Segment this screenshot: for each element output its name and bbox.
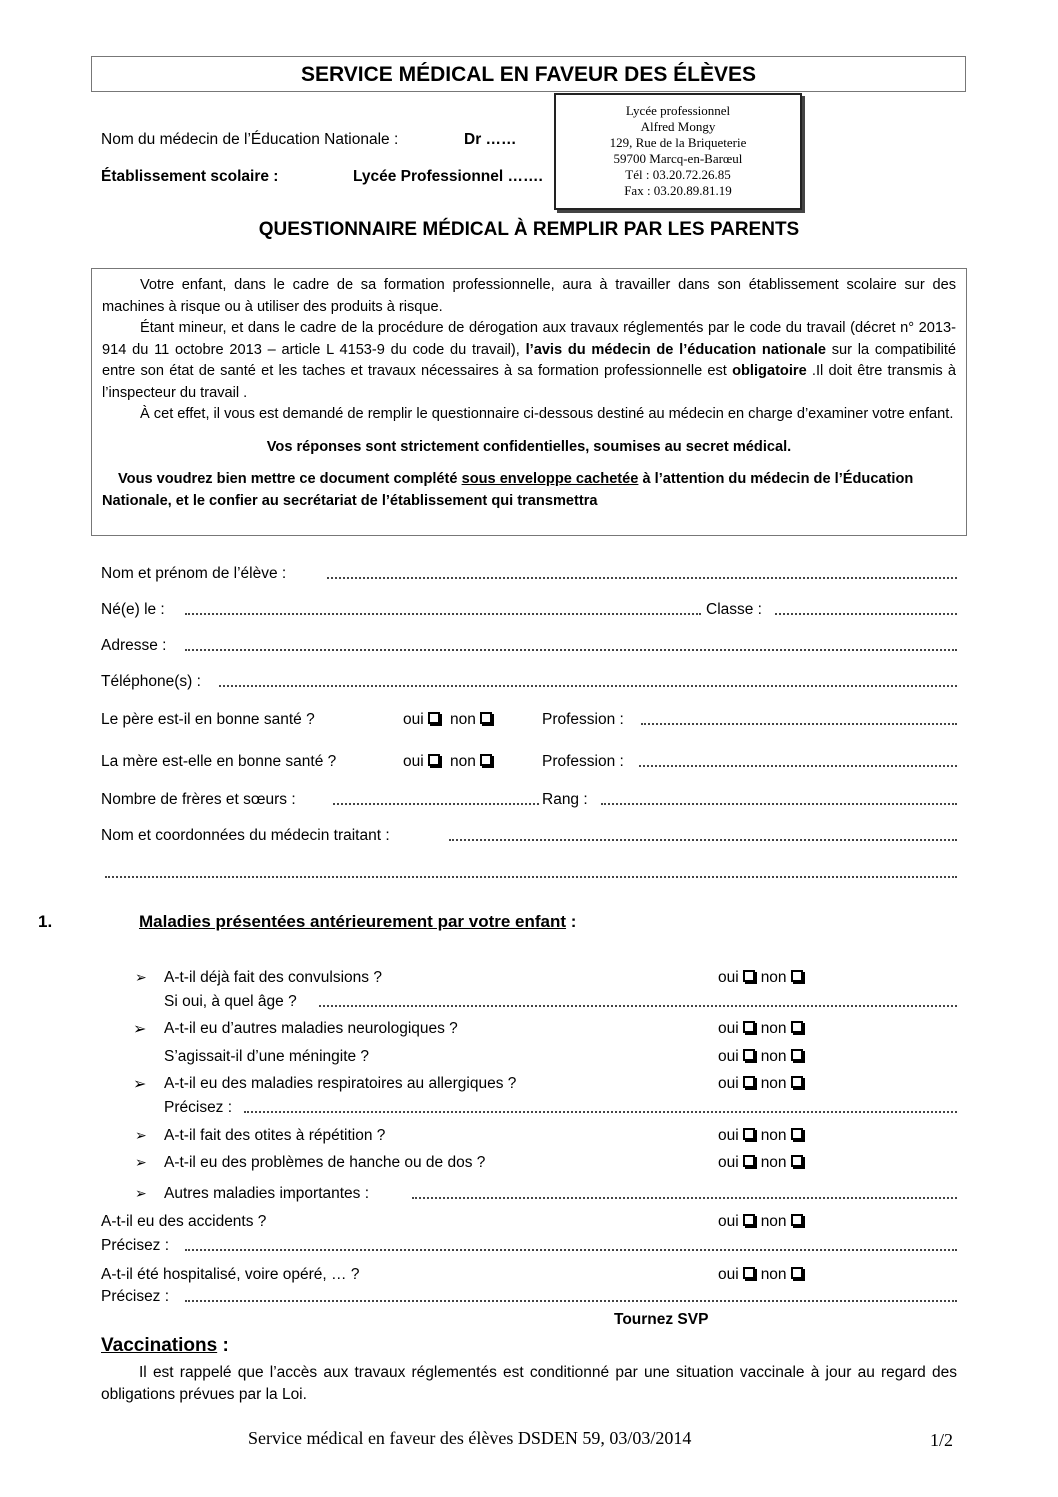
checkbox-icon[interactable]	[743, 1155, 755, 1167]
address-line: Fax : 03.20.89.81.19	[624, 183, 732, 198]
questionnaire-title: QUESTIONNAIRE MÉDICAL À REMPLIR PAR LES PARENTS	[258, 219, 800, 240]
intro-text: sur la compatibilité entre son état de santé et les taches et travaux nécessaires à sa formation professionnelle est	[102, 341, 956, 379]
non-label: non	[450, 753, 476, 770]
checkbox-icon[interactable]	[743, 1267, 755, 1279]
checkbox-icon[interactable]	[480, 712, 492, 724]
page-title: SERVICE MÉDICAL EN FAVEUR DES ÉLÈVES	[91, 56, 966, 92]
checkbox-icon[interactable]	[743, 1214, 755, 1226]
field-label: Classe :	[706, 601, 762, 618]
non-label: non	[760, 1127, 787, 1144]
oui-label: oui	[718, 1075, 739, 1092]
checkbox-icon[interactable]	[791, 970, 803, 982]
field-label: Profession :	[542, 711, 624, 728]
non-label: non	[760, 1075, 787, 1092]
intro-bold: l’avis du médecin de l’éducation nationale	[525, 341, 826, 358]
question-otitis: A-t-il fait des otites à répétition ?	[164, 1127, 386, 1144]
fill-line[interactable]	[185, 1249, 957, 1251]
field-label: Adresse :	[101, 637, 167, 654]
oui-label: oui	[718, 1127, 739, 1144]
question-hospitalised: A-t-il été hospitalisé, voire opéré, … ?	[101, 1266, 360, 1283]
yes-no-group	[403, 711, 498, 729]
intro-paragraph-2	[102, 318, 956, 404]
checkbox-icon[interactable]	[791, 1267, 803, 1279]
intro-text: à l’attention du médecin de l’Éducation Nationale, et le confier au secrétariat de l’établissement qui transmettra	[102, 471, 914, 509]
question-meningitis: S’agissait-il d’une méningite ?	[164, 1048, 370, 1065]
field-label: Nombre de frères et sœurs :	[101, 791, 296, 808]
fill-line[interactable]	[327, 577, 957, 579]
checkbox-icon[interactable]	[743, 1128, 755, 1140]
intro-underlined: sous enveloppe cachetée	[461, 471, 639, 487]
envelope-notice	[102, 469, 956, 512]
section-title-colon: :	[570, 912, 577, 931]
school-value: Lycée Professionnel …….	[353, 168, 543, 185]
field-label: Autres maladies importantes :	[164, 1185, 370, 1202]
fill-line[interactable]	[412, 1197, 957, 1199]
checkbox-icon[interactable]	[791, 1021, 803, 1033]
question-respiratory: A-t-il eu des maladies respiratoires au allergiques ?	[164, 1075, 517, 1092]
non-label: non	[760, 1154, 787, 1171]
siblings-field[interactable]	[101, 791, 957, 811]
fill-line[interactable]	[219, 685, 957, 687]
question-accidents: A-t-il eu des accidents ?	[101, 1213, 267, 1230]
fill-line[interactable]	[449, 839, 957, 841]
field-label: Précisez :	[164, 1099, 233, 1116]
vaccinations-title-colon: :	[222, 1335, 229, 1356]
field-label: Précisez :	[101, 1288, 170, 1305]
arrow-bullet-icon: ➢	[133, 1021, 147, 1038]
question-neuro: A-t-il eu d’autres maladies neurologiques ?	[164, 1020, 458, 1037]
father-health-row	[101, 711, 957, 731]
checkbox-icon[interactable]	[743, 1021, 755, 1033]
non-label: non	[760, 1048, 787, 1065]
field-label: Le père est-il en bonne santé ?	[101, 711, 315, 728]
checkbox-icon[interactable]	[791, 1076, 803, 1088]
turn-page-note: Tournez SVP	[614, 1311, 709, 1328]
address-field[interactable]	[101, 637, 957, 657]
checkbox-icon[interactable]	[791, 1155, 803, 1167]
fill-line[interactable]	[641, 723, 957, 725]
arrow-bullet-icon: ➢	[133, 1076, 147, 1093]
accidents-details-field[interactable]	[101, 1237, 957, 1257]
section-title-text: Maladies présentées antérieurement par votre enfant	[139, 912, 567, 931]
oui-label: oui	[718, 1048, 739, 1065]
family-doctor-field-2[interactable]	[101, 864, 957, 884]
birth-date-field[interactable]	[101, 601, 957, 621]
fill-line[interactable]	[105, 876, 957, 878]
yes-no-group	[718, 1266, 809, 1286]
yes-no-group	[718, 1020, 809, 1040]
school-address-box	[554, 93, 802, 210]
other-diseases-field[interactable]	[164, 1185, 957, 1205]
oui-label: oui	[718, 1213, 739, 1230]
question-convulsions: A-t-il déjà fait des convulsions ?	[164, 969, 382, 986]
intro-bold: obligatoire	[732, 363, 807, 379]
arrow-bullet-icon: ➢	[135, 1185, 147, 1201]
non-label: non	[760, 1020, 787, 1037]
address-line: Alfred Mongy	[640, 119, 716, 134]
field-label: Précisez :	[101, 1237, 170, 1254]
section-title	[139, 912, 576, 932]
family-doctor-field[interactable]	[101, 827, 957, 847]
address-line: 129, Rue de la Briqueterie	[609, 135, 747, 150]
oui-label: oui	[403, 753, 424, 770]
checkbox-icon[interactable]	[428, 754, 440, 766]
fill-line[interactable]	[185, 649, 957, 651]
intro-text: Étant mineur, et dans le cadre de la procédure de dérogation aux travaux réglementés par le code du travail (décret n° 2013-914 du 11 octobre 2013 – article L 4153-9 du code du travail),	[102, 320, 956, 358]
convulsion-age-field[interactable]	[164, 993, 957, 1013]
address-line: Lycée professionnel	[625, 103, 731, 118]
intro-text: .Il doit être transmis à l’inspecteur du travail .	[102, 363, 957, 401]
checkbox-icon[interactable]	[428, 712, 440, 724]
checkbox-icon[interactable]	[791, 1214, 803, 1226]
yes-no-group	[403, 753, 498, 771]
non-label: non	[760, 1266, 787, 1283]
oui-label: oui	[718, 1266, 739, 1283]
address-line: Tél : 03.20.72.26.85	[625, 167, 731, 182]
field-label: Profession :	[542, 753, 624, 770]
oui-label: oui	[403, 711, 424, 728]
arrow-bullet-icon: ➢	[135, 1127, 147, 1143]
field-label: Si oui, à quel âge ?	[164, 993, 297, 1010]
fill-line[interactable]	[244, 1111, 957, 1113]
oui-label: oui	[718, 969, 739, 986]
checkbox-icon[interactable]	[743, 1049, 755, 1061]
non-label: non	[760, 969, 787, 986]
fill-line[interactable]	[775, 613, 957, 615]
fill-line[interactable]	[319, 1005, 957, 1007]
phone-field[interactable]	[101, 673, 957, 693]
student-name-field[interactable]	[101, 565, 957, 585]
field-label: Téléphone(s) :	[101, 673, 201, 690]
yes-no-group	[718, 1154, 809, 1174]
fill-line[interactable]	[601, 803, 957, 805]
arrow-bullet-icon: ➢	[135, 969, 147, 985]
checkbox-icon[interactable]	[791, 1128, 803, 1140]
vaccinations-title-text: Vaccinations	[101, 1335, 218, 1356]
non-label: non	[760, 1213, 787, 1230]
page-number: 1/2	[930, 1430, 954, 1450]
oui-label: oui	[718, 1154, 739, 1171]
intro-paragraph-1: Votre enfant, dans le cadre de sa formation professionnelle, aura à travailler dans son établissement scolaire sur des machines à risque ou à utiliser des produits à risque.	[102, 277, 956, 315]
intro-paragraph-3: À cet effet, il vous est demandé de remplir le questionnaire ci-dessous destiné au médecin en charge d’examiner votre enfant.	[140, 406, 954, 422]
confidential-notice: Vos réponses sont strictement confidentielles, soumises au secret médical.	[266, 438, 792, 455]
yes-no-group	[718, 1048, 809, 1068]
checkbox-icon[interactable]	[791, 1049, 803, 1061]
mother-health-row	[101, 753, 957, 773]
field-label: La mère est-elle en bonne santé ?	[101, 753, 337, 770]
field-label: Rang :	[542, 791, 588, 808]
section-number: 1.	[38, 912, 53, 931]
yes-no-group	[718, 969, 809, 989]
oui-label: oui	[718, 1020, 739, 1037]
field-label: Né(e) le :	[101, 601, 165, 618]
non-label: non	[450, 711, 476, 728]
checkbox-icon[interactable]	[480, 754, 492, 766]
arrow-bullet-icon: ➢	[135, 1154, 147, 1170]
fill-line[interactable]	[185, 1300, 957, 1302]
yes-no-group	[718, 1127, 809, 1147]
question-hip-back: A-t-il eu des problèmes de hanche ou de dos ?	[164, 1154, 486, 1171]
hospital-details-field[interactable]	[101, 1288, 957, 1308]
address-line: 59700 Marcq-en-Barœul	[613, 151, 743, 166]
yes-no-group	[718, 1075, 809, 1095]
fill-line[interactable]	[333, 803, 539, 805]
intro-text: Vous voudrez bien mettre ce document complété	[118, 471, 458, 487]
vaccinations-title	[101, 1335, 229, 1357]
field-label: Nom et coordonnées du médecin traitant :	[101, 827, 390, 844]
doctor-label: Nom du médecin de l’Éducation Nationale :	[101, 131, 399, 148]
doctor-value: Dr ……	[464, 131, 517, 148]
intro-box	[91, 268, 967, 536]
checkbox-icon[interactable]	[743, 1076, 755, 1088]
footer-text: Service médical en faveur des élèves DSDEN 59, 03/03/2014	[248, 1428, 692, 1448]
vaccinations-text: Il est rappelé que l’accès aux travaux réglementés est conditionné par une situation vaccinale à jour au regard des obligations prévues par la Loi.	[101, 1364, 957, 1403]
field-label: Nom et prénom de l’élève :	[101, 565, 287, 582]
respiratory-details-field[interactable]	[164, 1099, 957, 1119]
fill-line[interactable]	[185, 613, 701, 615]
checkbox-icon[interactable]	[743, 970, 755, 982]
fill-line[interactable]	[639, 765, 957, 767]
school-label: Établissement scolaire :	[101, 168, 279, 185]
yes-no-group	[718, 1213, 809, 1233]
